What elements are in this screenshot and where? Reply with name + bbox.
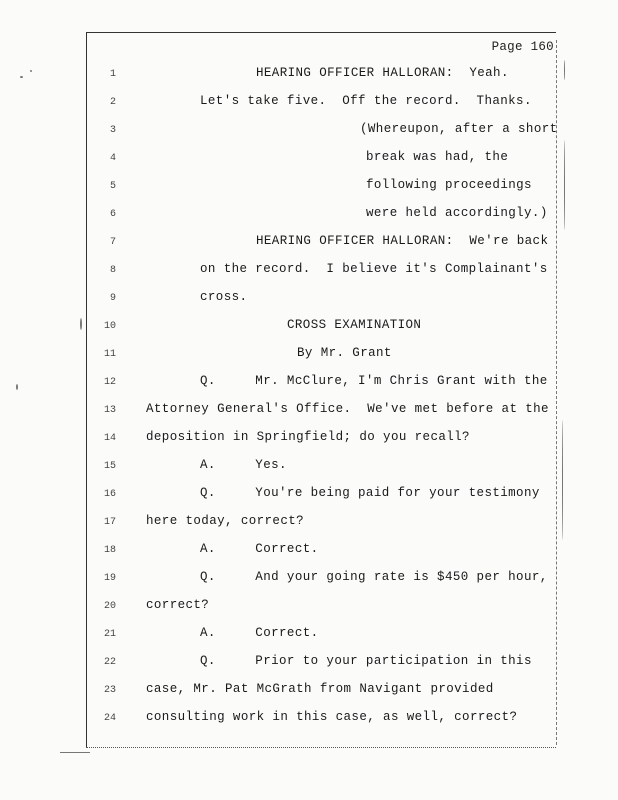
line-number: 7	[109, 237, 116, 248]
line-text: Attorney General's Office. We've met before at the	[146, 402, 549, 416]
line-number: 11	[103, 349, 116, 360]
transcript-line	[0, 514, 618, 534]
scan-speck	[30, 70, 32, 72]
section-heading: CROSS EXAMINATION	[287, 318, 422, 332]
transcript-line	[0, 402, 618, 422]
line-text: case, Mr. Pat McGrath from Navigant provided	[146, 682, 494, 696]
transcript-line	[0, 654, 618, 674]
scan-speck	[20, 76, 23, 78]
line-text: Q. You're being paid for your testimony	[200, 486, 540, 500]
line-number: 9	[109, 293, 116, 304]
line-number: 14	[103, 433, 116, 444]
page-number: Page 160	[491, 40, 554, 54]
transcript-line	[0, 346, 618, 366]
transcript-line	[0, 710, 618, 730]
line-text: HEARING OFFICER HALLORAN: We're back	[256, 234, 549, 248]
page-border-top	[86, 32, 556, 33]
transcript-line	[0, 122, 618, 142]
transcript-line	[0, 178, 618, 198]
transcript-line	[0, 542, 618, 562]
scan-speck	[80, 318, 82, 330]
line-text: Q. Prior to your participation in this	[200, 654, 532, 668]
transcript-line	[0, 458, 618, 478]
line-text: HEARING OFFICER HALLORAN: Yeah.	[256, 66, 509, 80]
line-text: following proceedings	[366, 178, 532, 192]
transcript-line	[0, 598, 618, 618]
line-text: (Whereupon, after a short	[360, 122, 558, 136]
line-number: 24	[103, 713, 116, 724]
transcript-line	[0, 94, 618, 114]
scan-speck	[564, 140, 565, 230]
transcript-line	[0, 486, 618, 506]
transcript-line	[0, 430, 618, 450]
transcript-line	[0, 150, 618, 170]
line-text: break was had, the	[366, 150, 509, 164]
transcript-line	[0, 66, 618, 86]
transcript-line	[0, 290, 618, 310]
line-number: 21	[103, 629, 116, 640]
line-number: 5	[109, 181, 116, 192]
transcript-line	[0, 682, 618, 702]
line-text: consulting work in this case, as well, correct?	[146, 710, 518, 724]
line-number: 6	[109, 209, 116, 220]
line-number: 4	[109, 153, 116, 164]
line-text: Q. Mr. McClure, I'm Chris Grant with the	[200, 374, 548, 388]
line-number: 19	[103, 573, 116, 584]
transcript-line	[0, 206, 618, 226]
line-text: A. Yes.	[200, 458, 287, 472]
line-text: were held accordingly.)	[366, 206, 548, 220]
line-text: Let's take five. Off the record. Thanks.	[200, 94, 532, 108]
line-text: Q. And your going rate is $450 per hour,	[200, 570, 548, 584]
line-number: 12	[103, 377, 116, 388]
transcript-line	[0, 570, 618, 590]
line-number: 13	[103, 405, 116, 416]
scan-speck	[562, 420, 563, 540]
page-border-bottom	[86, 747, 556, 748]
transcript-line	[0, 374, 618, 394]
scan-speck	[564, 60, 565, 80]
line-text: correct?	[146, 598, 210, 612]
transcript-line	[0, 626, 618, 646]
line-text: on the record. I believe it's Complainant's	[200, 262, 548, 276]
scan-speck	[16, 384, 18, 390]
line-number: 18	[103, 545, 116, 556]
transcript-line	[0, 234, 618, 254]
line-number: 20	[103, 601, 116, 612]
line-text: here today, correct?	[146, 514, 305, 528]
line-number: 23	[103, 685, 116, 696]
line-number: 8	[109, 265, 116, 276]
line-text: A. Correct.	[200, 542, 319, 556]
line-number: 17	[103, 517, 116, 528]
line-number: 10	[103, 321, 116, 332]
line-number: 15	[103, 461, 116, 472]
line-text: deposition in Springfield; do you recall?	[146, 430, 470, 444]
scan-speck	[60, 752, 90, 753]
transcript-line	[0, 318, 618, 338]
line-text: cross.	[200, 290, 248, 304]
line-number: 16	[103, 489, 116, 500]
transcript-line	[0, 262, 618, 282]
line-number: 3	[109, 125, 116, 136]
line-number: 1	[109, 69, 116, 80]
line-number: 2	[109, 97, 116, 108]
line-text: By Mr. Grant	[297, 346, 392, 360]
line-text: A. Correct.	[200, 626, 319, 640]
line-number: 22	[103, 657, 116, 668]
